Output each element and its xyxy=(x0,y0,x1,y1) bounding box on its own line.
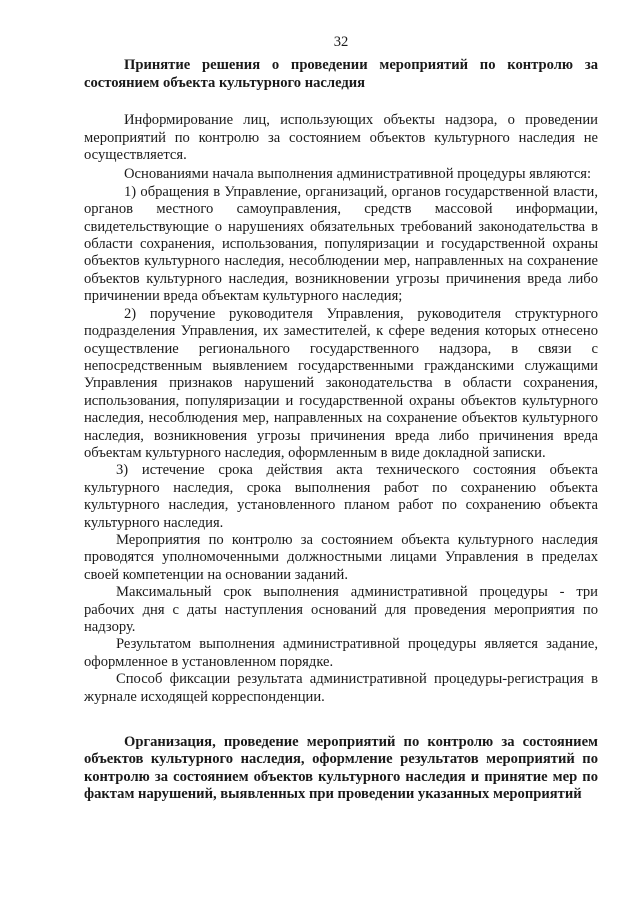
page-number: 32 xyxy=(333,34,349,50)
paragraph-ground-1: 1) обращения в Управление, организаций, органов государственной власти, органов местного самоуправления, средств массовой информации, свидетельствующие о нарушениях обязательных требований законодательства в области сохранения, использования, популяризации и государственной охраны объектов культурного наследия, несоблюдении мер, направленных на сохранение объектов культурного наследия, возникновении угрозы причинения вреда либо причинении вреда объектам культурного наследия; xyxy=(84,183,598,305)
section-heading-next: Организация, проведение мероприятий по контролю за состоянием объектов культурного наследия, оформление результатов мероприятий по контролю за состоянием объектов культурного наследия и принятие мер по фактам нарушений, выявленных при проведении указанных мероприятий xyxy=(84,734,598,803)
paragraph-result: Результатом выполнения административной процедуры является задание, оформленное в установленном порядке. xyxy=(84,636,598,670)
section-heading: Принятие решения о проведении мероприятий по контролю за состоянием объекта культурного наследия xyxy=(84,57,598,91)
paragraph-ground-3: 3) истечение срока действия акта технического состояния объекта культурного наследия, срока выполнения работ по сохранению объекта культурного наследия, установленного планом работ по сохранению объекта культурного наследия. xyxy=(84,462,598,531)
paragraph-informing: Информирование лиц, использующих объекты надзора, о проведении мероприятий по контролю за состоянием объектов культурного наследия не осуществляется. xyxy=(84,112,598,164)
paragraph-measures: Мероприятия по контролю за состоянием объекта культурного наследия проводятся уполномоченными должностными лицами Управления в пределах своей компетенции на основании заданий. xyxy=(84,531,598,583)
paragraph-ground-2: 2) поручение руководителя Управления, руководителя структурного подразделения Управления, их заместителей, к сфере ведения которых отнесено осуществление регионального государственного надзора, в связи с непосредственным выявлением государственными гражданскими служащими Управления признаков нарушений законодательства в области сохранения, использования, популяризации и государственной охраны объектов культурного наследия, несоблюдения мер, направленных на сохранение объектов культурного наследия, возникновения угрозы причинения вреда либо причинения вреда объектам культурного наследия, оформленным в виде докладной записки. xyxy=(84,305,598,461)
paragraph-max-term: Максимальный срок выполнения административной процедуры - три рабочих дня с даты наступления оснований для проведения мероприятия по надзору. xyxy=(84,584,598,635)
paragraph-fixation: Способ фиксации результата административной процедуры-регистрация в журнале исходящей корреспонденции. xyxy=(84,671,598,705)
paragraph-grounds-intro: Основаниями начала выполнения административной процедуры являются: xyxy=(124,166,592,183)
